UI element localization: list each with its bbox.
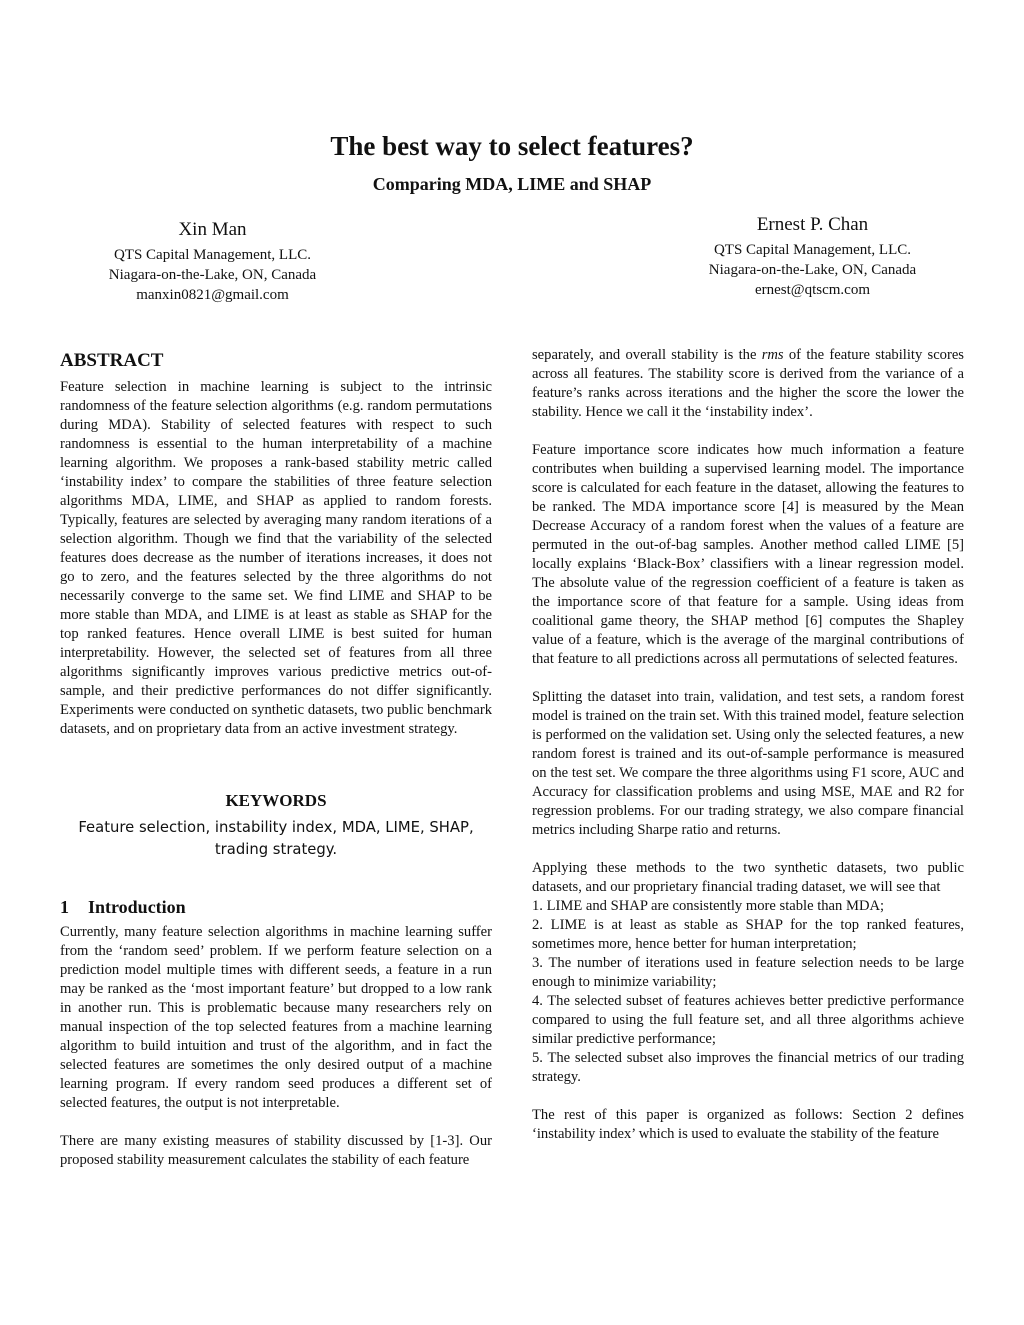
- body-paragraph: The rest of this paper is organized as follows: Section 2 defines ‘instability index’ which is used to evaluate the stability of the feature: [532, 1107, 964, 1142]
- text-run: separately, and overall stability is the: [532, 347, 762, 363]
- list-item: 1. LIME and SHAP are consistently more stable than MDA;: [532, 898, 885, 914]
- keywords-line: Feature selection, instability index, MDA, LIME, SHAP,: [78, 819, 474, 836]
- author-name: Ernest P. Chan: [756, 214, 869, 235]
- author-location: Niagara-on-the-Lake, ON, Canada: [108, 267, 317, 283]
- intro-paragraph: There are many existing measures of stability discussed by [1-3]. Our proposed stability measurement calculates the stability of each feature: [60, 1133, 492, 1168]
- abstract-heading: ABSTRACT: [60, 350, 164, 371]
- author-email: manxin0821@gmail.com: [136, 287, 289, 303]
- author-name: Xin Man: [178, 219, 247, 240]
- author-email: ernest@qtscm.com: [754, 282, 871, 298]
- findings-intro: Applying these methods to the two synthetic datasets, two public datasets, and our proprietary financial trading dataset, we will see that: [532, 860, 964, 895]
- section-title: Introduction: [88, 897, 186, 917]
- body-paragraph: Feature importance score indicates how much information a feature contributes when building a supervised learning model. The importance score is calculated for each feature in the dataset, allowing the features to be ranked. The MDA importance score [4] is measured by the Mean Decrease Accuracy of a random forest when the values of a feature are permuted in the out-of-bag samples. Another method called LIME [5] locally explains ‘Black-Box’ classifiers with a linear regression model. The absolute value of the regression coefficient of a feature is taken as the importance score of that feature for a sample. Using ideas from coalitional game theory, the SHAP method [6] computes the Shapley value of a feature, which is the average of the marginal contributions of that feature to all predictions across all permutations of selected features.: [532, 442, 964, 667]
- list-item: 5. The selected subset also improves the financial metrics of our trading strategy.: [532, 1050, 964, 1085]
- author-block-2: [660, 213, 965, 300]
- list-item: 2. LIME is at least as stable as SHAP for the top ranked features, sometimes more, hence better for human interpretation;: [532, 917, 964, 952]
- author-affiliation: QTS Capital Management, LLC.: [113, 247, 312, 263]
- paper-title: The best way to select features?: [330, 131, 694, 161]
- author-affiliation: QTS Capital Management, LLC.: [713, 242, 912, 258]
- abstract-text: Feature selection in machine learning is subject to the intrinsic randomness of the feature selection algorithms (e.g. random permutations during MDA). Stability of selected features with respect to such randomness is essential to the human interpretability of a machine learning algorithm. We proposes a rank-based stability metric called ‘instability index’ to compare the stabilities of three feature selection algorithms MDA, LIME, and SHAP as applied to random forests. Typically, features are selected by averaging many random iterations of a selection algorithm. Though we find that the variability of the selected features does decrease as the number of iterations increases, it does not go to zero, and the features selected by the three algorithms do not necessarily converge to the same set. We find LIME and SHAP to be more stable than MDA, and LIME is at least as stable as SHAP for the top ranked features. Hence overall LIME is best suited for human interpretability. However, the selected set of features from all three algorithms significantly improves various predictive metrics out-of-sample, and their predictive performances do not differ significantly. Experiments were conducted on synthetic datasets, two public benchmark datasets, and on proprietary data from an active investment strategy.: [60, 379, 492, 737]
- keywords-text: [60, 817, 492, 861]
- left-column: [60, 348, 492, 1170]
- keywords-heading: KEYWORDS: [225, 791, 327, 810]
- author-block-1: [60, 218, 365, 305]
- emphasis: rms: [761, 347, 784, 363]
- section-heading-introduction: [60, 895, 492, 919]
- body-paragraph: [532, 346, 964, 422]
- body-paragraph: Splitting the dataset into train, validation, and test sets, a random forest model is trained on the train set. With this trained model, feature selection is performed on the validation set. Using only the selected features, a new random forest is trained and its out-of-sample performance is measured on the test set. We compare the three algorithms using F1 score, AUC and Accuracy for classification problems and using MSE, MAE and R2 for regression problems. For our trading strategy, we also compare financial metrics including Sharpe ratio and returns.: [532, 689, 964, 838]
- list-item: 3. The number of iterations used in feature selection needs to be large enough to minimize variability;: [532, 955, 964, 990]
- paper-subtitle: Comparing MDA, LIME and SHAP: [372, 174, 652, 194]
- section-number: 1: [60, 897, 69, 917]
- right-column: [532, 346, 964, 1144]
- text-run: of the feature stability scores across all features. The stability score is derived from the variance of a feature’s ranks across iterations and the higher the score the lower the stability. Hence we call it the ‘instability index’.: [532, 347, 964, 420]
- findings-block: [532, 859, 964, 1087]
- intro-paragraph: Currently, many feature selection algorithms in machine learning suffer from the ‘random seed’ problem. If we perform feature selection on a prediction model multiple times with different seeds, a feature in a run may be ranked as the ‘most important feature’ but dropped to a low rank in another run. This is problematic because many researchers rely on manual inspection of the top selected features from a machine learning algorithm to build intuition and trust of the algorithm, and in fact the selected features are sometimes the only desired output of a machine learning program. If every random seed produces a different set of selected features, the output is not interpretable.: [60, 924, 492, 1111]
- author-location: Niagara-on-the-Lake, ON, Canada: [708, 262, 917, 278]
- list-item: 4. The selected subset of features achieves better predictive performance compared to using the full feature set, and all three algorithms achieve similar predictive performance;: [532, 993, 964, 1047]
- keywords-line: trading strategy.: [214, 841, 338, 858]
